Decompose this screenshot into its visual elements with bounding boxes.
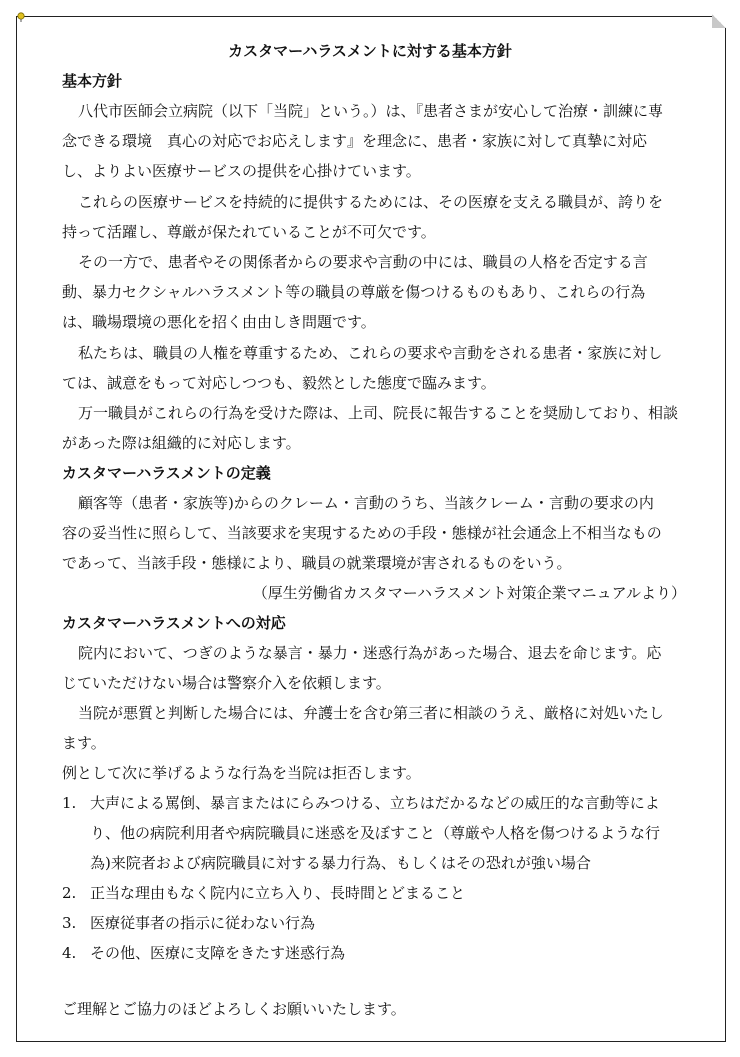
definition-line: であって、当該手段・態様により、職員の就業環境が害されるものをいう。 <box>62 554 572 572</box>
policy-line: し、よりよい医療サービスの提供を心掛けています。 <box>62 162 421 180</box>
list-item-number: 2. <box>62 884 77 902</box>
definition-line: 容の妥当性に照らして、当該要求を実現するための手段・態様が社会通念上不相当なもの <box>62 524 662 542</box>
section-heading-policy: 基本方針 <box>62 72 123 90</box>
list-item-line: り、他の病院利用者や病院職員に迷惑を及ぼすこと（尊厳や人格を傷つけるような行 <box>90 824 661 842</box>
closing-text: ご理解とご協力のほどよろしくお願いいたします。 <box>62 1000 406 1018</box>
response-line: 例として次に挙げるような行為を当院は拒否します。 <box>62 764 421 782</box>
policy-line: 八代市医師会立病院（以下「当院」という。）は、『患者さまが安心して治療・訓練に専 <box>78 102 664 120</box>
document-title: カスタマーハラスメントに対する基本方針 <box>228 42 512 60</box>
list-item-line: その他、医療に支障をきたす迷惑行為 <box>90 944 346 962</box>
policy-line: 万一職員がこれらの行為を受けた際は、上司、院長に報告することを奨励しており、相談 <box>78 404 679 422</box>
list-item-number: 3. <box>62 914 77 932</box>
definition-source: （厚生労働省カスタマーハラスメント対策企業マニュアルより） <box>252 584 686 602</box>
list-item-number: 1. <box>62 794 77 812</box>
policy-line: これらの医療サービスを持続的に提供するためには、その医療を支える職員が、誇りを <box>78 193 664 211</box>
response-line: 当院が悪質と判断した場合には、弁護士を含む第三者に相談のうえ、厳格に対処いたし <box>78 704 664 722</box>
policy-line: 動、暴力セクシャルハラスメント等の職員の尊厳を傷つけるものもあり、これらの行為 <box>62 283 646 301</box>
definition-line: 顧客等（患者・家族等)からのクレーム・言動のうち、当該クレーム・言動の要求の内 <box>78 494 654 512</box>
policy-line: があった際は組織的に対応します。 <box>62 434 301 452</box>
policy-line: は、職場環境の悪化を招く由由しき問題です。 <box>62 313 376 331</box>
list-item-line: 大声による罵倒、暴言またはにらみつける、立ちはだかるなどの威圧的な言動等によ <box>90 794 660 812</box>
response-line: ます。 <box>62 734 106 752</box>
section-heading-definition: カスタマーハラスメントの定義 <box>62 464 271 482</box>
policy-line: 持って活躍し、尊厳が保たれていることが不可欠です。 <box>62 223 436 241</box>
pin-icon <box>16 12 26 22</box>
list-item-line: 医療従事者の指示に従わない行為 <box>90 914 316 932</box>
response-line: じていただけない場合は警察介入を依頼します。 <box>62 674 391 692</box>
list-item-line: 正当な理由もなく院内に立ち入り、長時間とどまること <box>90 884 466 902</box>
policy-line: 念できる環境 真心の対応でお応えします』を理念に、患者・家族に対して真摯に対応 <box>62 132 648 150</box>
policy-line: 私たちは、職員の人権を尊重するため、これらの要求や言動をされる患者・家族に対し <box>78 344 663 362</box>
policy-line: その一方で、患者やその関係者からの要求や言動の中には、職員の人格を否定する言 <box>78 253 648 271</box>
policy-line: ては、誠意をもって対応しつつも、毅然とした態度で臨みます。 <box>62 374 496 392</box>
page-curl <box>712 14 726 28</box>
list-item-line: 為)来院者および病院職員に対する暴力行為、もしくはその恐れが強い場合 <box>90 854 591 872</box>
response-line: 院内において、つぎのような暴言・暴力・迷惑行為があった場合、退去を命じます。応 <box>78 644 662 662</box>
section-heading-response: カスタマーハラスメントへの対応 <box>62 614 286 632</box>
list-item-number: 4. <box>62 944 77 962</box>
